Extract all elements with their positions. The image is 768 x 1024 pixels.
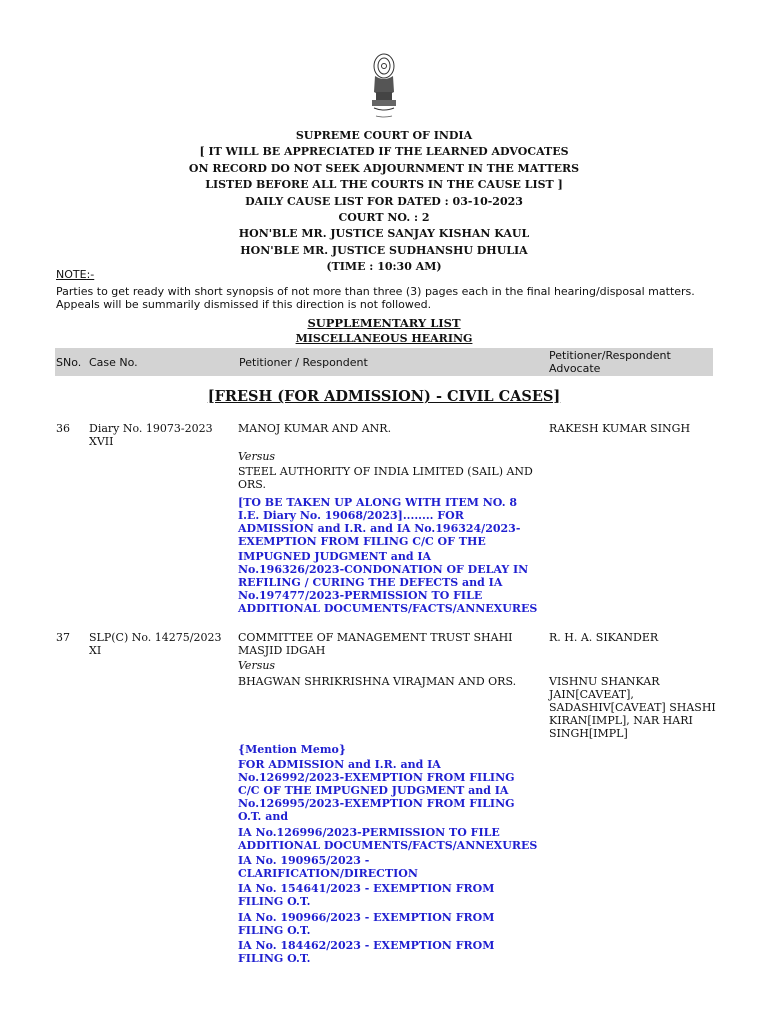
case-sno: 37: [56, 631, 70, 644]
case-remark: IMPUGNED JUDGMENT and IA No.196326/2023-CONDONATION OF DELAY IN REFILING / CURING THE DEFECTS and IA No.197477/2023-PERMISSION TO FILE ADDITIONAL DOCUMENTS/FACTS/ANNEXURES: [238, 550, 538, 615]
case-number[interactable]: [89, 422, 229, 448]
case-number[interactable]: [89, 631, 229, 657]
col-case-no: Case No.: [89, 356, 138, 369]
case-remark: IA No. 154641/2023 - EXEMPTION FROM FILING O.T.: [238, 882, 495, 908]
petitioner-name: MANOJ KUMAR AND ANR.: [238, 422, 392, 435]
case-remark: FOR ADMISSION and I.R. and IA No.126992/2023-EXEMPTION FROM FILING C/C OF THE IMPUGNED JUDGMENT and IA No.126995/2023-EXEMPTION FROM FILING O.T. and: [238, 758, 515, 823]
hearing-type: MISCELLANEOUS HEARING: [295, 332, 473, 345]
case-number-line2: XVII: [89, 435, 114, 448]
case-remark: IA No. 184462/2023 - EXEMPTION FROM FILING O.T.: [238, 939, 495, 965]
list-title: SUPPLEMENTARY LIST: [307, 316, 461, 330]
col-parties: Petitioner / Respondent: [239, 356, 368, 369]
versus-label: Versus: [238, 659, 276, 672]
judge-1: HON'BLE MR. JUSTICE SANJAY KISHAN KAUL: [238, 227, 530, 241]
case-remark: IA No. 190965/2023 - CLARIFICATION/DIRECTION: [238, 854, 418, 880]
court-number: COURT NO. : 2: [338, 211, 430, 225]
versus-label: Versus: [238, 450, 276, 463]
respondent-advocate: VISHNU SHANKAR JAIN[CAVEAT], SADASHIV[CAVEAT] SHASHI KIRAN[IMPL], NAR HARI SINGH[IMPL]: [549, 675, 716, 740]
case-sno: 36: [56, 422, 70, 435]
table-header: [55, 348, 713, 376]
case-remark: IA No. 190966/2023 - EXEMPTION FROM FILING O.T.: [238, 911, 495, 937]
header-notice-line-1: [ IT WILL BE APPRECIATED IF THE LEARNED ADVOCATES: [199, 145, 569, 159]
respondent-name: BHAGWAN SHRIKRISHNA VIRAJMAN AND ORS.: [238, 675, 517, 688]
judge-2: HON'BLE MR. JUSTICE SUDHANSHU DHULIA: [240, 243, 528, 257]
case-number-line1: Diary No. 19073-2023: [89, 422, 213, 435]
cause-list-date: DAILY CAUSE LIST FOR DATED : 03-10-2023: [245, 194, 523, 208]
header-notice-line-3: LISTED BEFORE ALL THE COURTS IN THE CAUSE LIST ]: [205, 178, 563, 192]
cause-list-header: [0, 128, 768, 276]
section-title: [FRESH (FOR ADMISSION) - CIVIL CASES]: [207, 388, 561, 405]
petitioner-name: COMMITTEE OF MANAGEMENT TRUST SHAHI MASJID IDGAH: [238, 631, 513, 657]
note-heading: NOTE:-: [56, 268, 95, 281]
petitioner-advocate: R. H. A. SIKANDER: [549, 631, 659, 644]
header-notice-line-2: ON RECORD DO NOT SEEK ADJOURNMENT IN THE MATTERS: [188, 161, 580, 175]
col-sno: SNo.: [56, 356, 82, 369]
petitioner-advocate: RAKESH KUMAR SINGH: [549, 422, 691, 435]
hearing-time: (TIME : 10:30 AM): [326, 260, 442, 274]
case-remark: [TO BE TAKEN UP ALONG WITH ITEM NO. 8 I.E. Diary No. 19068/2023]........ FOR ADMISSION and I.R. and IA No.196324/2023-EXEMPTION FROM FILING C/C OF THE: [238, 496, 521, 548]
case-remark: IA No.126996/2023-PERMISSION TO FILE ADDITIONAL DOCUMENTS/FACTS/ANNEXURES: [238, 826, 538, 852]
col-advocate-line1: Petitioner/Respondent: [549, 349, 671, 362]
emblem-of-india-logo: [366, 52, 402, 124]
col-advocate-line2: Advocate: [549, 362, 601, 375]
note-text: Parties to get ready with short synopsis of not more than three (3) pages each in the final hearing/disposal matters. Appeals will be summarily dismissed if this direction is not followed.: [56, 285, 695, 311]
respondent-name: STEEL AUTHORITY OF INDIA LIMITED (SAIL) AND ORS.: [238, 465, 533, 491]
case-number-line1: SLP(C) No. 14275/2023: [89, 631, 222, 644]
case-number-line2: XI: [89, 644, 102, 657]
case-remark: {Mention Memo}: [238, 743, 346, 756]
court-name: SUPREME COURT OF INDIA: [295, 129, 473, 142]
